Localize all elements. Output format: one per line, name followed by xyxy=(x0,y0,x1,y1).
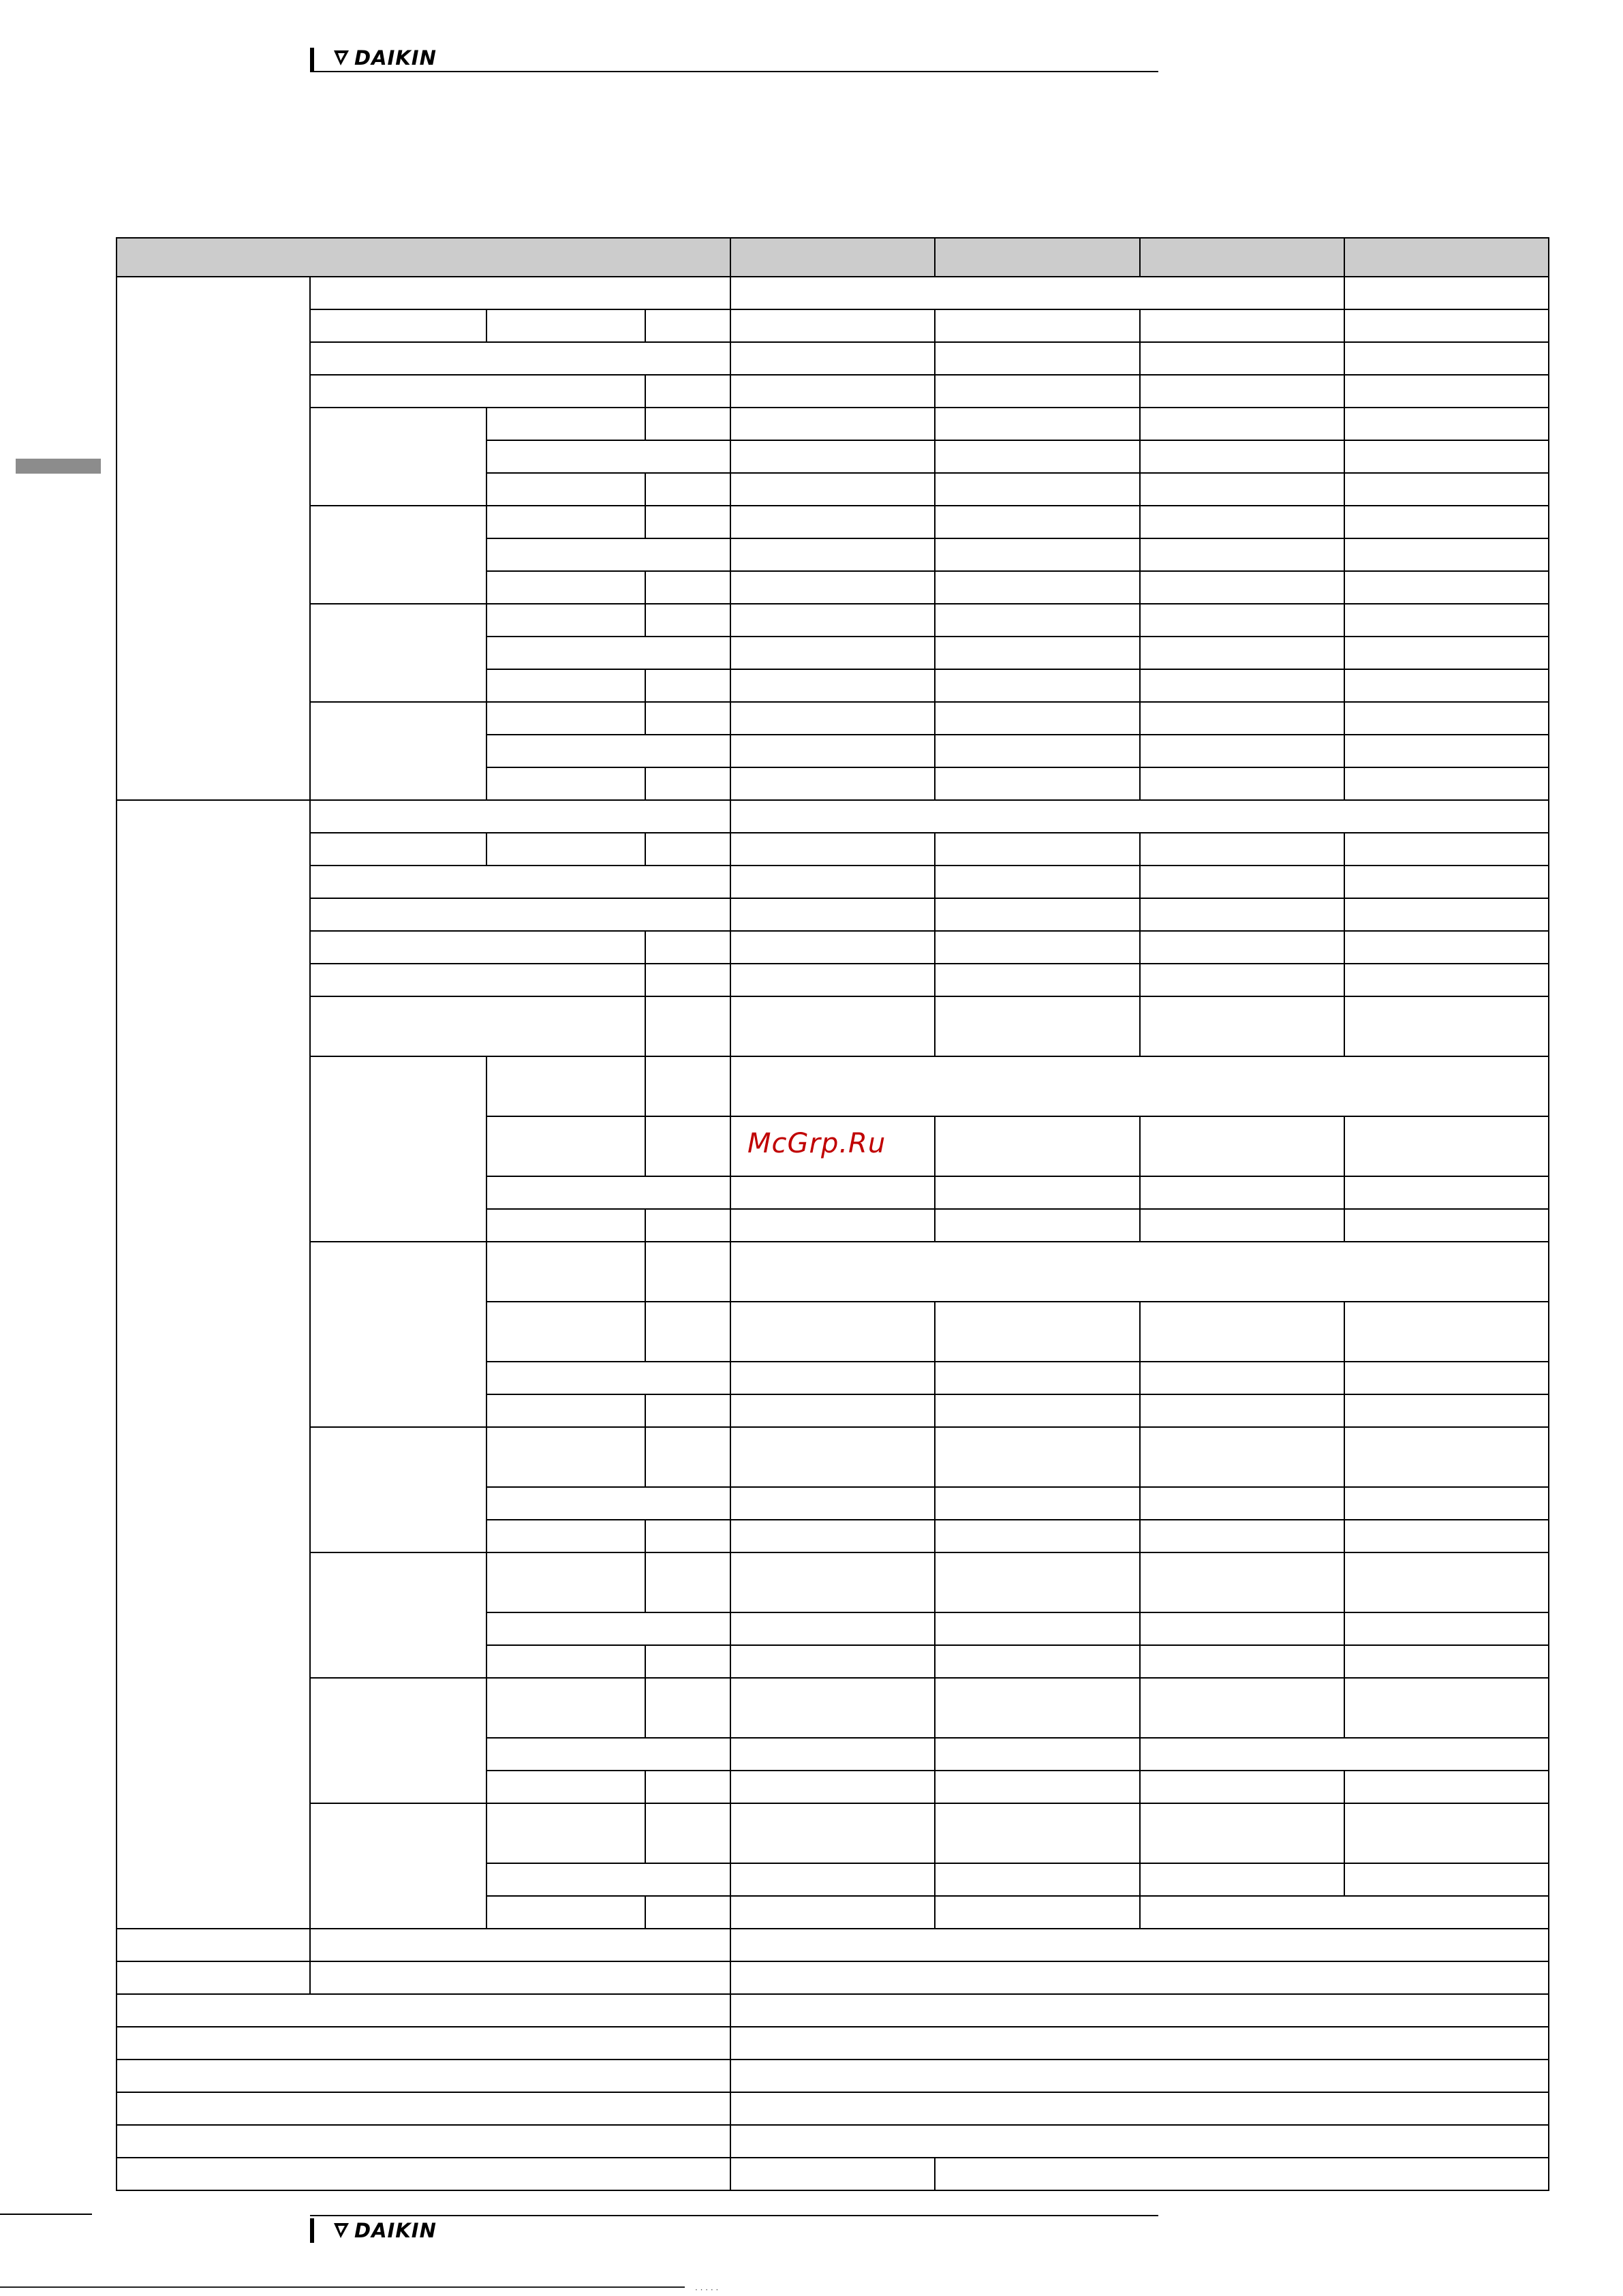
table-cell xyxy=(486,472,646,506)
table-cell xyxy=(486,309,646,343)
table-cell xyxy=(645,996,731,1057)
page-bottom-rule xyxy=(0,2286,685,2288)
table-cell xyxy=(309,1241,487,1428)
table-cell xyxy=(934,570,1141,604)
table-cell xyxy=(1344,276,1549,310)
table-cell xyxy=(486,636,731,670)
table-cell xyxy=(645,1770,731,1804)
table-cell xyxy=(730,276,1345,310)
table-cell xyxy=(730,407,936,441)
table-cell xyxy=(486,1863,731,1897)
table-cell xyxy=(1139,832,1345,866)
table-cell xyxy=(730,1961,1549,1995)
table-cell xyxy=(486,832,646,866)
table-cell xyxy=(486,1361,731,1395)
table-cell xyxy=(309,898,731,932)
table-cell xyxy=(1139,734,1345,768)
table-cell xyxy=(309,1803,487,1929)
table-cell xyxy=(645,1895,731,1929)
table-cell xyxy=(1139,374,1345,408)
page-bottom-fragment: · · · · · xyxy=(695,2285,719,2295)
table-cell xyxy=(934,309,1141,343)
table-cell xyxy=(645,1803,731,1864)
table-cell xyxy=(116,237,731,277)
table-cell xyxy=(486,1737,731,1771)
table-cell xyxy=(645,472,731,506)
table-cell xyxy=(730,1895,936,1929)
footer-rule xyxy=(310,2215,1158,2216)
table-cell xyxy=(309,996,646,1057)
table-cell xyxy=(1344,898,1549,932)
table-cell xyxy=(1139,636,1345,670)
table-cell xyxy=(1344,374,1549,408)
table-cell xyxy=(309,963,646,997)
table-cell xyxy=(934,1486,1141,1520)
watermark-text: McGrp.Ru xyxy=(747,1128,886,1159)
table-cell xyxy=(730,734,936,768)
table-cell xyxy=(645,570,731,604)
table-cell xyxy=(730,1361,936,1395)
table-cell xyxy=(1139,1677,1345,1739)
table-cell xyxy=(730,930,936,964)
table-cell xyxy=(1139,440,1345,474)
table-cell xyxy=(1139,505,1345,539)
table-cell xyxy=(1344,734,1549,768)
table-cell xyxy=(309,930,646,964)
table-cell xyxy=(1139,570,1345,604)
table-cell xyxy=(1344,1677,1549,1739)
table-cell xyxy=(934,1208,1141,1242)
table-cell xyxy=(309,309,487,343)
table-cell xyxy=(730,2059,1549,2093)
table-cell xyxy=(486,1519,646,1553)
table-cell xyxy=(1344,1770,1549,1804)
table-cell xyxy=(1344,603,1549,637)
table-cell xyxy=(116,2059,731,2093)
table-cell xyxy=(1344,1301,1549,1362)
table-cell xyxy=(1344,1803,1549,1864)
table-cell xyxy=(116,2124,731,2158)
daikin-logo-mark-icon xyxy=(333,49,350,67)
table-cell xyxy=(730,767,936,801)
table-cell xyxy=(645,1552,731,1613)
table-cell xyxy=(1139,309,1345,343)
table-cell xyxy=(1344,1519,1549,1553)
table-cell xyxy=(645,1394,731,1428)
table-cell xyxy=(1344,538,1549,572)
table-cell xyxy=(730,669,936,703)
table-cell xyxy=(645,963,731,997)
table-cell xyxy=(486,1208,646,1242)
table-cell xyxy=(934,767,1141,801)
table-cell xyxy=(1139,1486,1345,1520)
daikin-logo-mark-icon xyxy=(333,2222,350,2239)
table-cell xyxy=(934,1803,1141,1864)
table-cell xyxy=(486,734,731,768)
table-cell xyxy=(1344,237,1549,277)
table-cell xyxy=(1344,767,1549,801)
table-cell xyxy=(1344,669,1549,703)
table-cell xyxy=(1344,341,1549,376)
table-cell xyxy=(1344,963,1549,997)
table-cell xyxy=(486,407,646,441)
table-cell xyxy=(645,1208,731,1242)
table-cell xyxy=(309,374,646,408)
table-cell xyxy=(645,1426,731,1488)
table-cell xyxy=(730,1056,1549,1117)
table-cell xyxy=(645,1677,731,1739)
table-cell xyxy=(1139,341,1345,376)
table-cell xyxy=(1139,1361,1345,1395)
table-cell xyxy=(645,701,731,735)
table-cell xyxy=(1344,930,1549,964)
table-cell xyxy=(116,1928,311,1962)
table-cell xyxy=(1344,505,1549,539)
table-cell xyxy=(730,963,936,997)
table-cell xyxy=(486,538,731,572)
table-cell xyxy=(1139,1770,1345,1804)
table-cell xyxy=(1139,669,1345,703)
table-cell xyxy=(730,1612,936,1646)
table-cell xyxy=(486,505,646,539)
table-cell xyxy=(934,1552,1141,1613)
table-cell xyxy=(645,505,731,539)
table-cell xyxy=(645,767,731,801)
table-cell xyxy=(730,1208,936,1242)
table-cell xyxy=(1344,1361,1549,1395)
table-cell xyxy=(486,1803,646,1864)
table-cell xyxy=(730,237,936,277)
table-cell xyxy=(309,603,487,703)
table-cell xyxy=(1139,538,1345,572)
table-cell xyxy=(934,1737,1141,1771)
table-cell xyxy=(116,2092,731,2126)
table-cell xyxy=(1139,1863,1345,1897)
table-cell xyxy=(934,1426,1141,1488)
table-cell xyxy=(934,963,1141,997)
table-cell xyxy=(645,603,731,637)
table-cell xyxy=(1139,1116,1345,1177)
table-cell xyxy=(934,472,1141,506)
table-cell xyxy=(309,341,731,376)
table-cell xyxy=(934,2157,1549,2191)
table-cell xyxy=(486,1301,646,1362)
table-cell xyxy=(934,865,1141,899)
table-cell xyxy=(1344,1612,1549,1646)
table-cell xyxy=(934,636,1141,670)
table-cell xyxy=(486,1426,646,1488)
table-cell xyxy=(486,1176,731,1210)
table-cell xyxy=(1344,1552,1549,1613)
table-cell xyxy=(486,1486,731,1520)
table-cell xyxy=(1344,309,1549,343)
table-cell xyxy=(934,505,1141,539)
table-cell xyxy=(730,1426,936,1488)
table-cell xyxy=(1139,701,1345,735)
table-cell xyxy=(116,1961,311,1995)
table-cell xyxy=(486,1770,646,1804)
table-cell xyxy=(730,505,936,539)
table-cell xyxy=(1344,636,1549,670)
table-cell xyxy=(730,309,936,343)
table-cell xyxy=(645,407,731,441)
table-cell xyxy=(1344,996,1549,1057)
table-cell xyxy=(486,1394,646,1428)
table-cell xyxy=(1344,865,1549,899)
table-cell xyxy=(934,603,1141,637)
table-cell xyxy=(486,1644,646,1679)
table-cell xyxy=(486,701,646,735)
table-cell xyxy=(486,1056,646,1117)
table-cell xyxy=(934,440,1141,474)
table-cell xyxy=(730,2124,1549,2158)
table-cell xyxy=(309,1677,487,1804)
table-cell xyxy=(116,1993,731,2027)
table-cell xyxy=(1344,1644,1549,1679)
table-cell xyxy=(486,767,646,801)
table-cell xyxy=(934,538,1141,572)
table-cell xyxy=(309,701,487,801)
table-cell xyxy=(730,1863,936,1897)
table-cell xyxy=(645,1241,731,1302)
table-cell xyxy=(934,734,1141,768)
table-cell xyxy=(1139,1895,1549,1929)
table-cell xyxy=(730,636,936,670)
table-cell xyxy=(1344,701,1549,735)
table-cell xyxy=(934,1612,1141,1646)
table-cell xyxy=(730,1241,1549,1302)
table-cell xyxy=(1344,1863,1549,1897)
logo-accent-bar xyxy=(310,48,314,72)
table-cell xyxy=(1344,1486,1549,1520)
table-cell xyxy=(309,1961,731,1995)
table-cell xyxy=(730,472,936,506)
table-cell xyxy=(730,374,936,408)
table-cell xyxy=(645,832,731,866)
table-cell xyxy=(309,1552,487,1679)
table-cell xyxy=(486,603,646,637)
table-cell xyxy=(934,1677,1141,1739)
table-cell xyxy=(1139,1208,1345,1242)
table-cell xyxy=(1139,996,1345,1057)
table-cell xyxy=(645,1056,731,1117)
table-cell xyxy=(934,898,1141,932)
table-cell xyxy=(309,1056,487,1242)
table-cell xyxy=(645,1644,731,1679)
table-cell xyxy=(1344,440,1549,474)
table-cell xyxy=(1139,472,1345,506)
table-cell xyxy=(1344,1176,1549,1210)
table-cell xyxy=(934,832,1141,866)
table-cell xyxy=(730,898,936,932)
brand-name-top: DAIKIN xyxy=(354,46,437,70)
table-cell xyxy=(116,276,311,801)
table-cell xyxy=(730,1394,936,1428)
table-cell xyxy=(486,1552,646,1613)
table-cell xyxy=(645,669,731,703)
table-cell xyxy=(730,2092,1549,2126)
table-cell xyxy=(1139,1519,1345,1553)
table-cell xyxy=(730,1176,936,1210)
table-cell xyxy=(1139,1612,1345,1646)
table-cell xyxy=(645,1519,731,1553)
table-cell xyxy=(730,865,936,899)
table-cell xyxy=(730,1486,936,1520)
table-cell xyxy=(730,1770,936,1804)
table-cell xyxy=(645,930,731,964)
table-cell xyxy=(730,538,936,572)
table-cell xyxy=(1139,1552,1345,1613)
table-cell xyxy=(1139,1803,1345,1864)
table-cell xyxy=(1344,570,1549,604)
table-cell xyxy=(1139,1301,1345,1362)
table-cell xyxy=(1139,963,1345,997)
table-cell xyxy=(730,440,936,474)
table-cell xyxy=(645,1116,731,1177)
table-cell xyxy=(934,1116,1141,1177)
table-cell xyxy=(645,374,731,408)
table-cell xyxy=(934,1644,1141,1679)
table-cell xyxy=(1344,1208,1549,1242)
table-cell xyxy=(486,1895,646,1929)
footer-left-rule xyxy=(0,2214,92,2215)
table-cell xyxy=(1139,767,1345,801)
section-side-tab xyxy=(16,459,101,474)
table-cell xyxy=(934,341,1141,376)
table-cell xyxy=(486,1677,646,1739)
table-cell xyxy=(730,603,936,637)
table-cell xyxy=(1139,603,1345,637)
table-cell xyxy=(1344,472,1549,506)
table-cell xyxy=(1139,1394,1345,1428)
table-cell xyxy=(645,309,731,343)
table-cell xyxy=(486,440,731,474)
table-cell xyxy=(934,1394,1141,1428)
table-cell xyxy=(730,701,936,735)
table-cell xyxy=(730,832,936,866)
table-cell xyxy=(730,1737,936,1771)
table-cell xyxy=(730,570,936,604)
table-cell xyxy=(1344,1426,1549,1488)
table-cell xyxy=(934,1863,1141,1897)
table-cell xyxy=(486,1116,646,1177)
table-cell xyxy=(309,276,731,310)
table-cell xyxy=(730,799,1549,833)
table-cell xyxy=(1139,865,1345,899)
table-cell xyxy=(934,1895,1141,1929)
table-cell xyxy=(1344,407,1549,441)
table-cell xyxy=(934,407,1141,441)
table-cell xyxy=(486,1241,646,1302)
header-rule xyxy=(310,71,1158,72)
table-cell xyxy=(934,1519,1141,1553)
brand-name-bottom: DAIKIN xyxy=(354,2219,437,2242)
table-cell xyxy=(1139,407,1345,441)
table-cell xyxy=(116,799,311,1962)
table-cell xyxy=(730,1677,936,1739)
table-cell xyxy=(730,1301,936,1362)
table-cell xyxy=(934,374,1141,408)
table-cell xyxy=(1139,1176,1345,1210)
table-cell xyxy=(934,996,1141,1057)
table-cell xyxy=(116,2157,731,2191)
table-cell xyxy=(116,2026,731,2060)
table-cell xyxy=(1344,1394,1549,1428)
footer-logo-accent-bar xyxy=(310,2218,314,2243)
table-cell xyxy=(934,930,1141,964)
table-cell xyxy=(934,1770,1141,1804)
table-cell xyxy=(730,1993,1549,2027)
table-cell xyxy=(730,996,936,1057)
table-cell xyxy=(309,1426,487,1553)
table-cell xyxy=(730,1803,936,1864)
table-cell xyxy=(1139,898,1345,932)
table-cell xyxy=(934,237,1141,277)
table-cell xyxy=(309,1928,731,1962)
table-cell xyxy=(1139,1426,1345,1488)
table-cell xyxy=(1139,237,1345,277)
table-cell xyxy=(309,505,487,604)
table-cell xyxy=(934,669,1141,703)
table-cell xyxy=(934,1361,1141,1395)
table-cell xyxy=(1139,1644,1345,1679)
table-cell xyxy=(486,1612,731,1646)
table-cell xyxy=(934,701,1141,735)
table-cell xyxy=(1139,930,1345,964)
table-cell xyxy=(309,407,487,506)
table-cell xyxy=(730,1519,936,1553)
table-cell xyxy=(730,2157,936,2191)
table-cell xyxy=(309,799,731,833)
table-cell xyxy=(486,570,646,604)
table-cell xyxy=(309,832,487,866)
table-cell xyxy=(934,1301,1141,1362)
table-cell xyxy=(1344,832,1549,866)
table-cell xyxy=(730,1644,936,1679)
table-cell xyxy=(730,341,936,376)
table-cell xyxy=(730,2026,1549,2060)
table-cell xyxy=(1139,1737,1549,1771)
table-cell xyxy=(934,1176,1141,1210)
table-cell xyxy=(645,1301,731,1362)
table-cell xyxy=(730,1552,936,1613)
table-cell xyxy=(486,669,646,703)
table-cell xyxy=(730,1928,1549,1962)
table-cell xyxy=(309,865,731,899)
table-cell xyxy=(1344,1116,1549,1177)
